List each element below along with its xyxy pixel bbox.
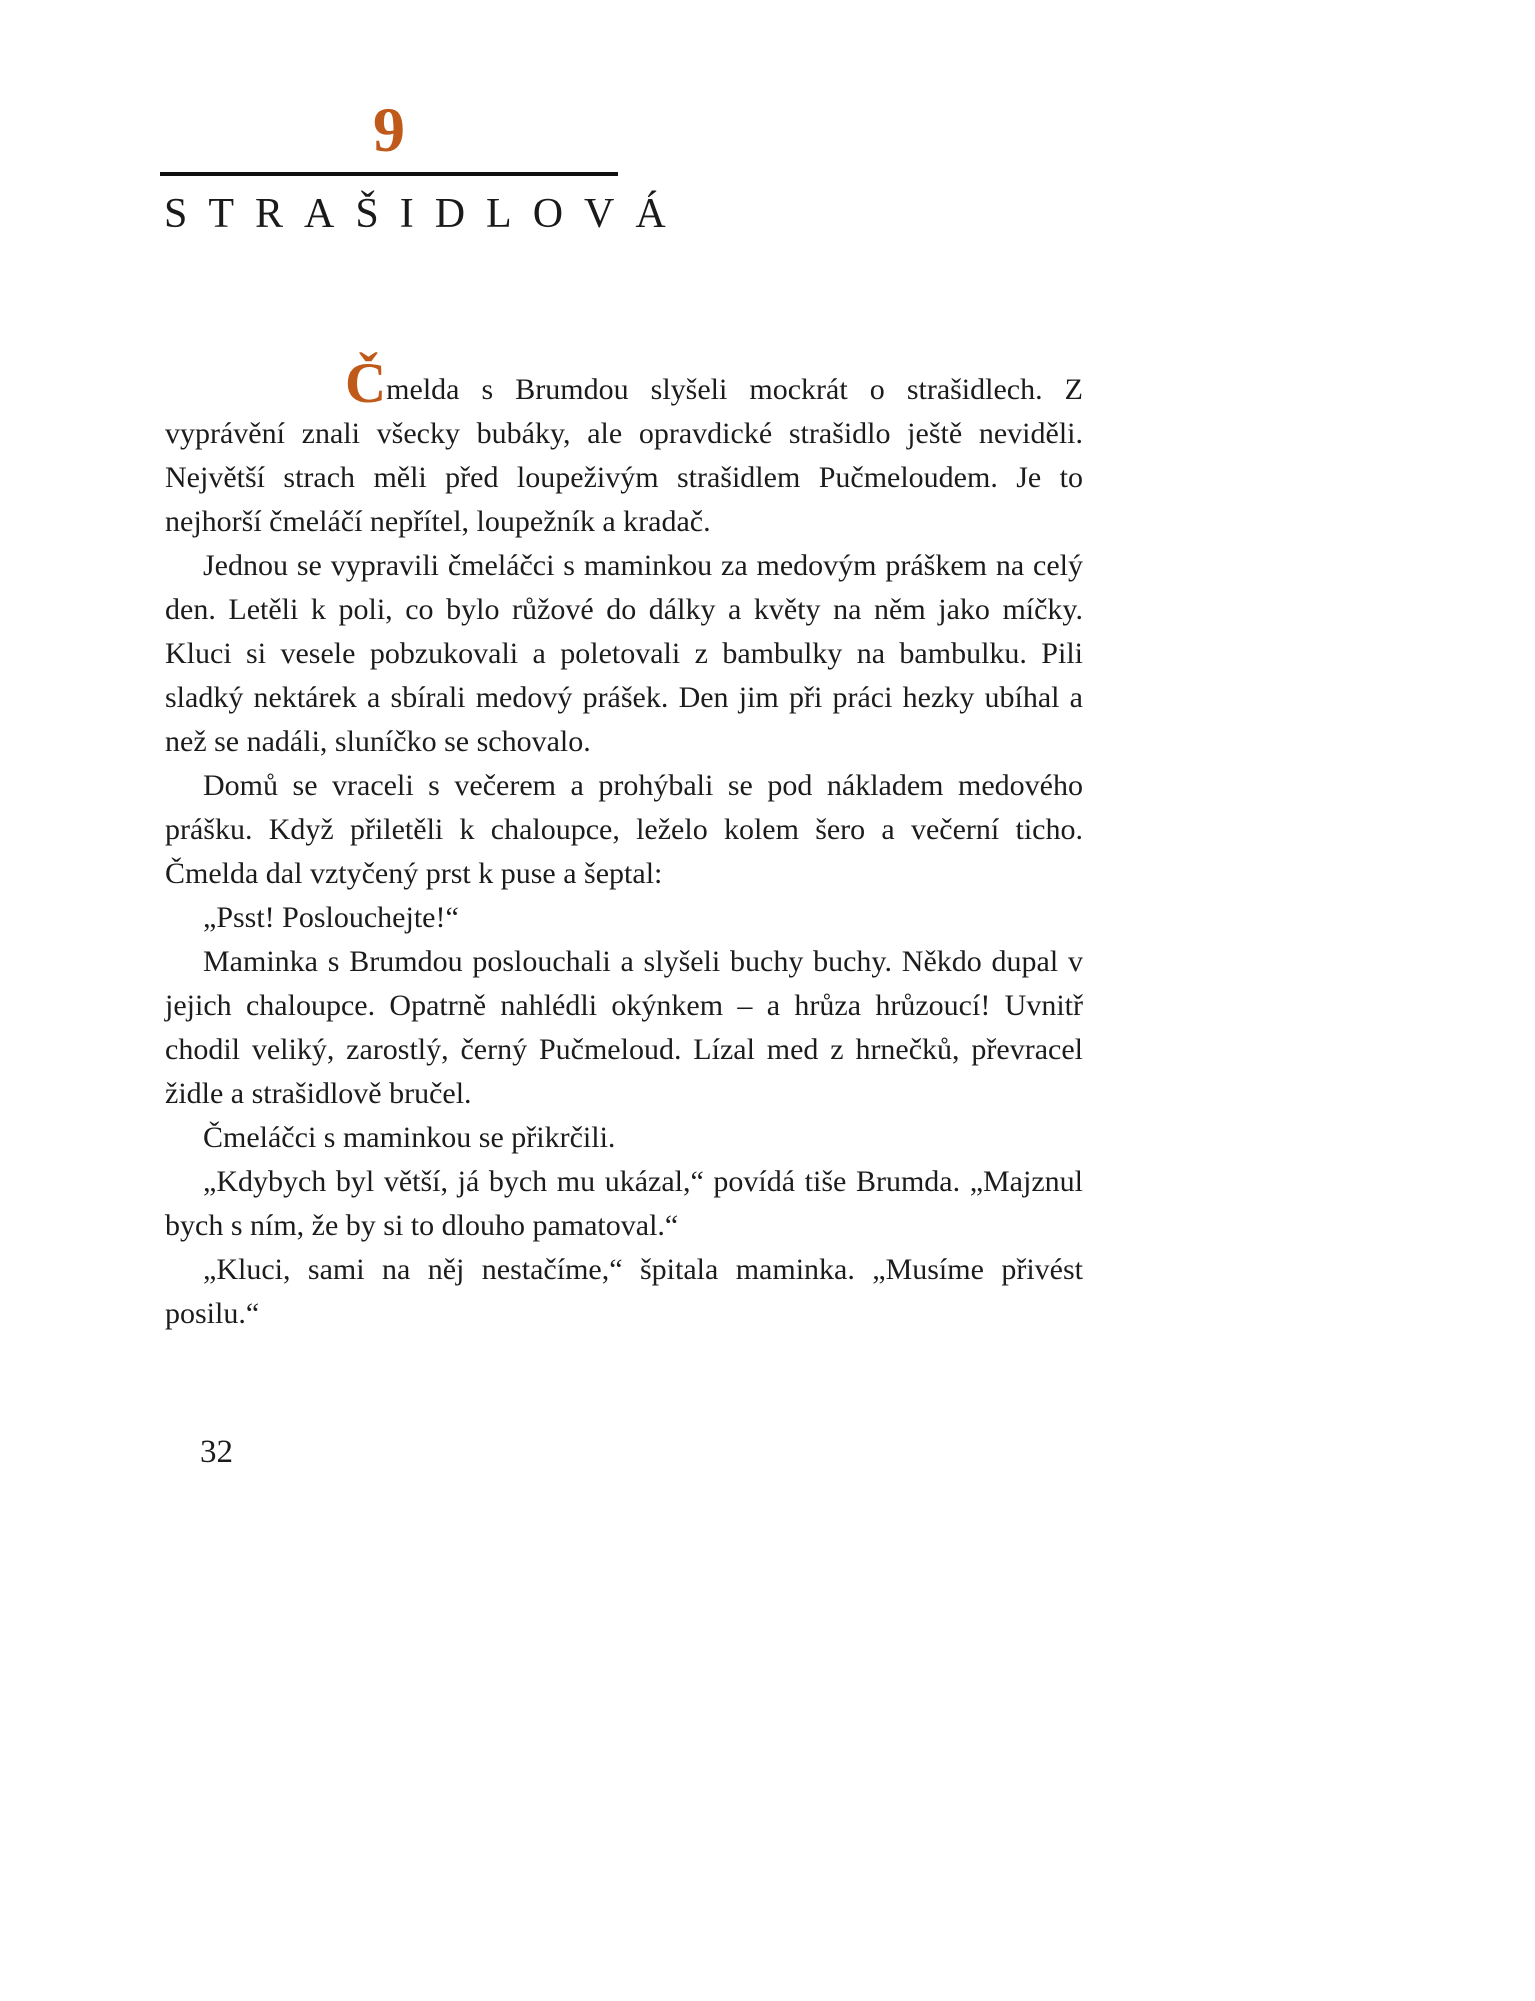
chapter-rule — [160, 172, 618, 176]
paragraph: Domů se vraceli s večerem a prohýbali se pod nákladem medového prášku. Když přiletěli k chaloupce, leželo kolem šero a večerní ticho. Čmelda dal vztyčený prst k puse a šeptal: — [165, 769, 1083, 890]
paragraph: „Kdybych byl větší, já bych mu ukázal,“ povídá tiše Brumda. „Majznul bych s ním, že by si to dlouho pamatoval.“ — [165, 1165, 1083, 1242]
paragraph: Čmeláčci s maminkou se přikrčili. — [203, 1121, 616, 1154]
paragraph: „Psst! Poslouchejte!“ — [203, 901, 459, 934]
chapter-heading — [160, 94, 687, 238]
paragraph: Maminka s Brumdou poslouchali a slyšeli buchy buchy. Někdo dupal v jejich chaloupce. Opatrně nahlédli okýnkem – a hrůza hrůzoucí! Uvnitř chodil veliký, zarostlý, černý Pučmeloud. Lízal med z hrnečků, převracel židle a strašidlově bručel. — [165, 945, 1083, 1110]
page-number: 32 — [200, 1434, 233, 1470]
paragraphs — [165, 544, 1083, 1336]
opening-text: melda s Brumdou slyšeli mockrát o strašidlech. Z vyprávění znali všecky bubáky, ale opravdické strašidlo ještě neviděli. Největší strach měli před loupeživým strašidlem Pučmeloudem. Je to nejhorší čmeláčí nepřítel, loupežník a kradač. — [165, 373, 1083, 538]
paragraph-opening — [165, 352, 1083, 544]
paragraph: Jednou se vypravili čmeláčci s maminkou za medovým práškem na celý den. Letěli k poli, co bylo růžové do dálky a květy na něm jako míčky. Kluci si vesele pobzukovali a poletovali z bambulky na bambulku. Pili sladký nektárek a sbírali medový prášek. Den jim při práci hezky ubíhal a než se nadáli, sluníčko se schovalo. — [165, 549, 1083, 758]
paragraph: „Kluci, sami na něj nestačíme,“ špitala maminka. „Musíme přivést posilu.“ — [165, 1253, 1083, 1330]
drop-cap: Č — [345, 352, 387, 415]
chapter-number: 9 — [373, 94, 405, 165]
chapter-title: STRAŠIDLOVÁ — [164, 191, 687, 237]
body-text — [165, 352, 1083, 1336]
